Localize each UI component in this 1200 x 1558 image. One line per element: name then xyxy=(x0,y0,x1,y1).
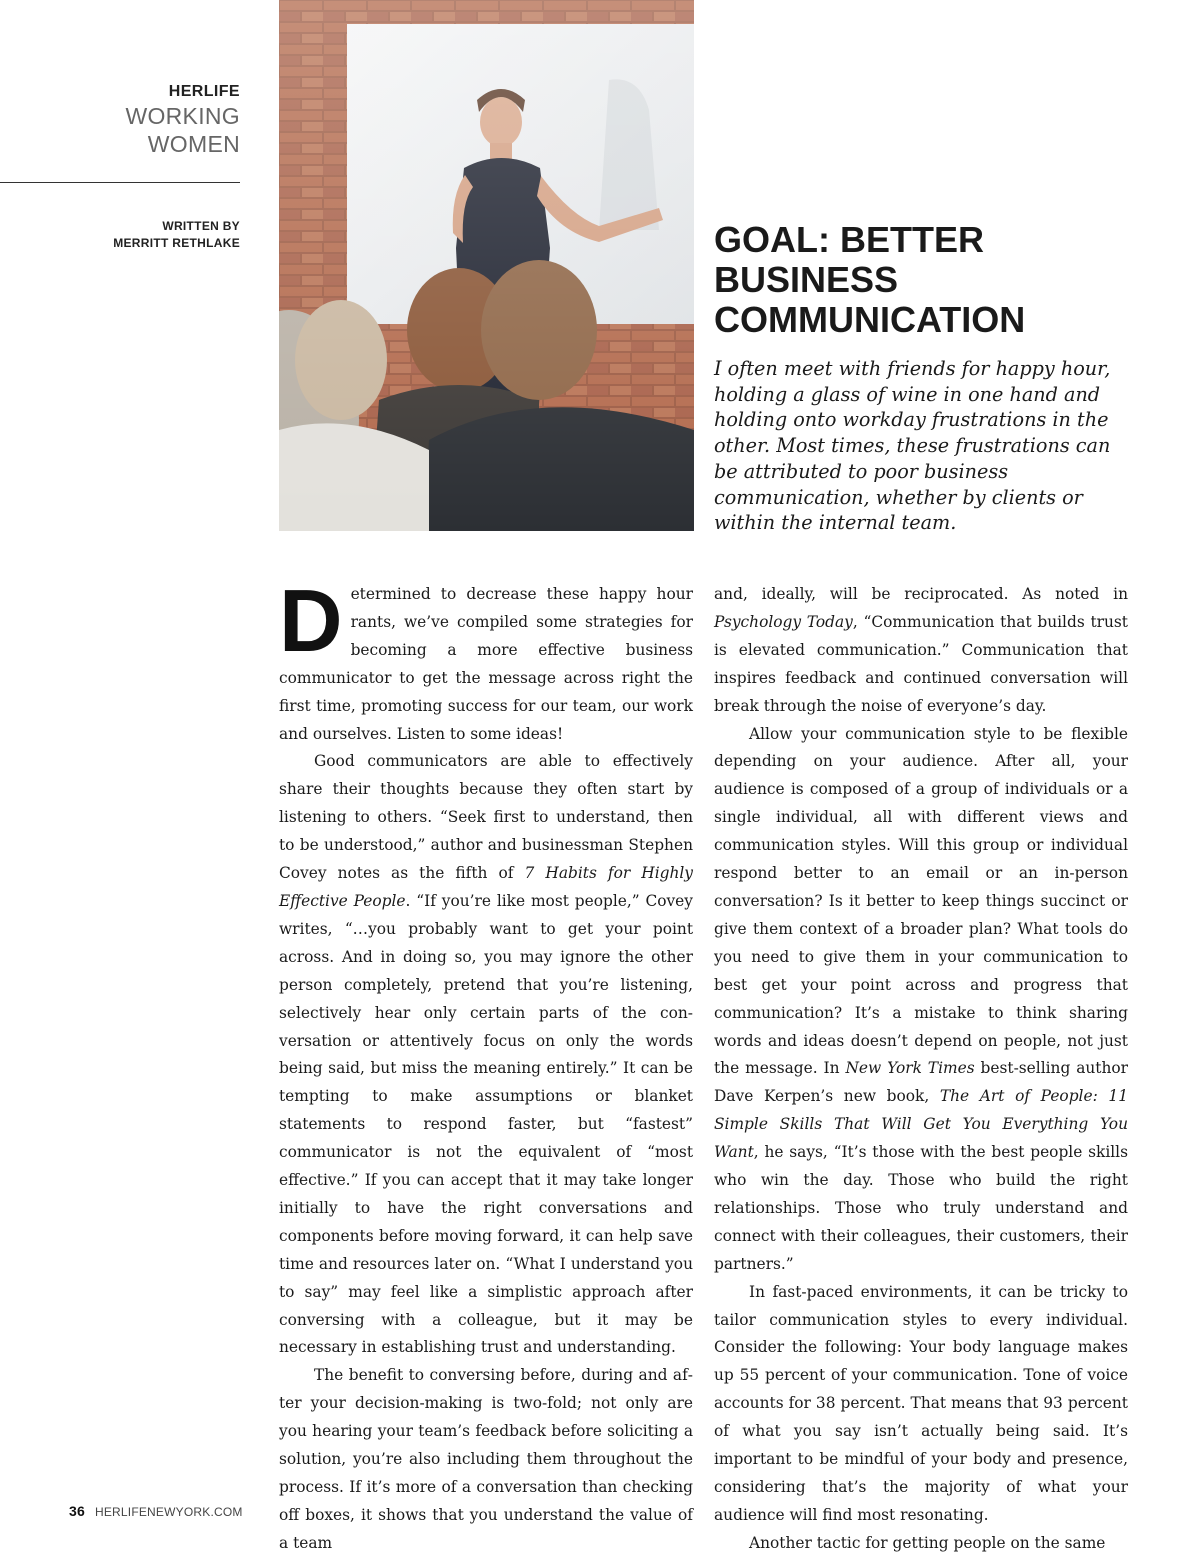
paragraph-text: etermined to decrease these happy hour rants, we’ve compiled some strategies for becoming a more effective business communicator to get the message across right the first time, promoting success for our team, our work and ourselves. Listen to some ideas! xyxy=(279,585,693,743)
headline-line3: COMMUNICATION xyxy=(714,299,1026,340)
publication-title: Psychology Today xyxy=(714,612,853,631)
publication-title: New York Times xyxy=(845,1059,975,1078)
byline xyxy=(113,218,240,252)
paragraph-text: , he says, “It’s those with the best people skills who win the day. Those who build the right relationships. Those who truly understand and connect with their colleagues, their customers, their partners.” xyxy=(714,1143,1128,1273)
article-photo xyxy=(279,0,694,531)
paragraph-text: and, ideally, will be reciprocated. As noted in xyxy=(714,585,1128,603)
article-column-left xyxy=(279,571,693,1552)
book-title: The Art of People: 11 Simple Skills That Will Get You Everything You Want xyxy=(714,1087,1128,1162)
byline-label: WRITTEN BY xyxy=(162,219,240,233)
article-paragraph xyxy=(279,571,693,748)
article-paragraph: In fast-paced environments, it can be tricky to tailor communication styles to every individual. Consider the following: Your body language makes up 55 percent of your communication. Tone of voice accounts for 38 percent. That means that 93 percent of what you say isn’t actually being said. It’s important to be mindful of your body and presence, considering that’s the majority of what your audience will find most resonating. xyxy=(714,1282,1128,1524)
article-paragraph xyxy=(279,748,693,1362)
paragraph-text: Allow your communication style to be flexible depending on your audience. After all, your audience is composed of a group of individuals or a single individual, all with different views and communication styles. Will this group or individual respond better to an email or an in-person conversation? Is it better to keep things succinct or give them context of a broader plan? What tools do you need to give them in your communication to best get your point across and progress that communication? It’s a mistake to think sharing words and ideas doesn’t depend on people, not just the message. In xyxy=(714,724,1128,1078)
section-title-line2: WOMEN xyxy=(147,131,240,157)
book-title: 7 Habits for Highly Effective People xyxy=(279,864,693,910)
sidebar-divider xyxy=(0,182,240,183)
paragraph-text: , “Communication that builds trust is elevated communication.” Communication that inspires feedback and continued conversation will break through the noise of everyone’s day. xyxy=(714,612,1128,715)
article-paragraph: The benefit to conversing before, during and after your decision-making is two-fold; not only are you hearing your team’s feedback before soliciting a solution, you’re also including them throughout the process. If it’s more of a conversation than checking off boxes, it shows that you understand the value of a team xyxy=(279,1366,693,1552)
footer-website: HERLIFENEWYORK.COM xyxy=(94,1505,243,1519)
page-number: 36 xyxy=(69,1503,85,1519)
page-footer xyxy=(69,1503,243,1519)
article-paragraph xyxy=(714,581,1128,721)
section-title-line1: WORKING xyxy=(125,103,240,129)
paragraph-text: best-selling author Dave Kerpen’s new book, xyxy=(714,1059,1129,1106)
section-brand: HERLIFE xyxy=(168,83,240,100)
headline-line1: GOAL: BETTER xyxy=(714,219,984,260)
drop-cap: D xyxy=(279,571,343,670)
article-paragraph xyxy=(714,721,1128,1279)
section-label xyxy=(125,84,240,156)
paragraph-text: Good communicators are able to effectively share their thoughts because they often start by listening to others. “Seek first to understand, then to be understood,” author and businessman Stephen Covey notes as the fifth of xyxy=(279,752,693,883)
byline-author: MERRITT RETHLAKE xyxy=(113,236,240,250)
headline-line2: BUSINESS xyxy=(714,259,899,300)
article-headline xyxy=(714,220,1174,340)
article-paragraph: Another tactic for getting people on the same xyxy=(749,1533,1106,1552)
paragraph-text: . “If you’re like most people,” Covey writes, “…you probably want to get your point across. And in doing so, you may ignore the other person completely, pretend that you’re listening, selectively hear only certain parts of the conversation or attentively focus on only the words being said, but miss the meaning entirely.” It can be tempting to make assumptions or blanket statements to respond faster, but “fastest” communicator is not the equivalent of “most effective.” If you can accept that it may take longer initially to have the right conversations and components before moving forward, it can help save time and resources later on. “What I understand you to say” may feel like a simplistic approach after conversing with a colleague, but it may be necessary in establishing trust and understanding. xyxy=(279,891,693,1357)
article-column-right xyxy=(714,581,1129,1552)
article-standfirst: I often meet with friends for happy hour, holding a glass of wine in one hand and holding onto workday frustrations in the other. Most times, these frustrations can be attributed to poor business communication, whether by clients or within the internal team. xyxy=(714,357,1111,535)
